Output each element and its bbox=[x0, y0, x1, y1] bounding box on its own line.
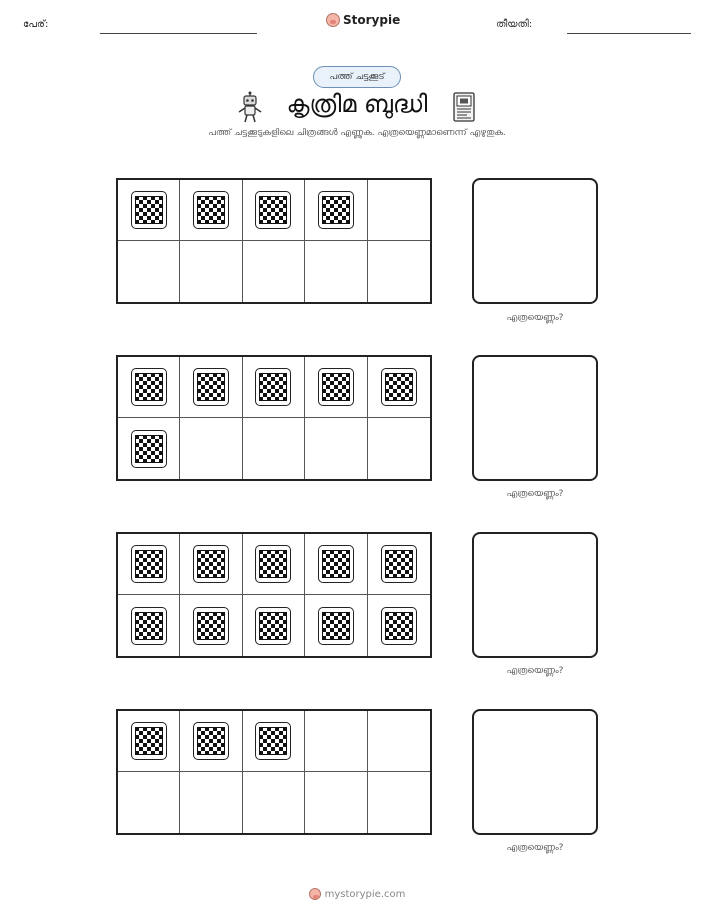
frame-cell bbox=[305, 180, 367, 241]
chip-counter bbox=[131, 722, 167, 760]
frame-cell bbox=[368, 241, 430, 302]
chip-counter bbox=[255, 545, 291, 583]
frame-cell bbox=[368, 418, 430, 479]
frame-cell bbox=[180, 595, 242, 656]
how-many-label-3: എത്രയെണ്ണം? bbox=[506, 666, 564, 676]
chip-counter bbox=[318, 545, 354, 583]
circuit-board-icon bbox=[453, 92, 475, 122]
name-label: പേര്: bbox=[23, 19, 49, 30]
answer-box-2[interactable] bbox=[472, 355, 598, 481]
frame-cell bbox=[368, 357, 430, 418]
microchip-icon bbox=[197, 727, 225, 755]
microchip-icon bbox=[197, 196, 225, 224]
how-many-label-1: എത്രയെണ്ണം? bbox=[506, 313, 564, 323]
frame-cell bbox=[305, 241, 367, 302]
microchip-icon bbox=[259, 373, 287, 401]
frame-cell bbox=[243, 711, 305, 772]
microchip-icon bbox=[385, 612, 413, 640]
frame-cell bbox=[305, 357, 367, 418]
frame-cell bbox=[243, 241, 305, 302]
frame-cell bbox=[305, 595, 367, 656]
name-line[interactable] bbox=[100, 33, 257, 34]
chip-counter bbox=[255, 368, 291, 406]
instructions: പത്ത് ചട്ടക്കൂടുകളിലെ ചിത്രങ്ങൾ എണ്ണുക. എത്രയെണ്ണമാണെന്ന് എഴുതുക. bbox=[208, 128, 506, 138]
footer-url[interactable]: mystorypie.com bbox=[324, 888, 406, 900]
frame-cell bbox=[305, 534, 367, 595]
chip-counter bbox=[381, 545, 417, 583]
frame-cell bbox=[305, 418, 367, 479]
microchip-icon bbox=[322, 550, 350, 578]
chip-counter bbox=[381, 607, 417, 645]
chip-counter bbox=[131, 607, 167, 645]
frame-cell bbox=[180, 711, 242, 772]
microchip-icon bbox=[135, 373, 163, 401]
brand-name: Storypie bbox=[343, 13, 401, 27]
frame-cell bbox=[180, 357, 242, 418]
frame-cell bbox=[118, 595, 180, 656]
chip-counter bbox=[193, 607, 229, 645]
microchip-icon bbox=[385, 550, 413, 578]
microchip-icon bbox=[322, 373, 350, 401]
microchip-icon bbox=[385, 373, 413, 401]
chip-counter bbox=[131, 430, 167, 468]
brand-logo bbox=[326, 13, 400, 27]
microchip-icon bbox=[197, 373, 225, 401]
microchip-icon bbox=[197, 550, 225, 578]
chip-counter bbox=[193, 722, 229, 760]
ten-frame-3 bbox=[116, 532, 432, 658]
robot-icon bbox=[236, 91, 264, 123]
chip-counter bbox=[318, 191, 354, 229]
microchip-icon bbox=[259, 550, 287, 578]
frame-cell bbox=[368, 180, 430, 241]
chip-counter bbox=[255, 191, 291, 229]
frame-cell bbox=[180, 241, 242, 302]
microchip-icon bbox=[259, 196, 287, 224]
page-title: കൃത്രിമ ബുദ്ധി bbox=[286, 90, 428, 118]
frame-cell bbox=[180, 534, 242, 595]
frame-cell bbox=[118, 241, 180, 302]
microchip-icon bbox=[135, 612, 163, 640]
microchip-icon bbox=[259, 612, 287, 640]
frame-cell bbox=[243, 534, 305, 595]
frame-cell bbox=[180, 180, 242, 241]
ten-frame-2 bbox=[116, 355, 432, 481]
microchip-icon bbox=[135, 435, 163, 463]
chip-counter bbox=[318, 607, 354, 645]
frame-cell bbox=[180, 418, 242, 479]
chip-counter bbox=[255, 607, 291, 645]
frame-cell bbox=[305, 772, 367, 833]
frame-cell bbox=[180, 772, 242, 833]
frame-cell bbox=[118, 418, 180, 479]
frame-cell bbox=[243, 180, 305, 241]
microchip-icon bbox=[197, 612, 225, 640]
frame-cell bbox=[243, 595, 305, 656]
microchip-icon bbox=[322, 196, 350, 224]
topic-pill bbox=[313, 66, 401, 88]
how-many-label-2: എത്രയെണ്ണം? bbox=[506, 489, 564, 499]
microchip-icon bbox=[135, 550, 163, 578]
frame-cell bbox=[118, 534, 180, 595]
footer bbox=[0, 888, 714, 900]
answer-box-4[interactable] bbox=[472, 709, 598, 835]
frame-cell bbox=[243, 772, 305, 833]
frame-cell bbox=[243, 357, 305, 418]
microchip-icon bbox=[135, 196, 163, 224]
chip-counter bbox=[318, 368, 354, 406]
pig-mascot-icon bbox=[309, 888, 321, 900]
answer-box-1[interactable] bbox=[472, 178, 598, 304]
frame-cell bbox=[118, 180, 180, 241]
ten-frame-4 bbox=[116, 709, 432, 835]
frame-cell bbox=[118, 711, 180, 772]
frame-cell bbox=[305, 711, 367, 772]
frame-cell bbox=[368, 534, 430, 595]
frame-cell bbox=[368, 595, 430, 656]
date-label: തീയതി: bbox=[496, 19, 533, 30]
topic-pill-label: പത്ത് ചട്ടക്കൂട് bbox=[329, 72, 385, 82]
ten-frame-1 bbox=[116, 178, 432, 304]
microchip-icon bbox=[135, 727, 163, 755]
microchip-icon bbox=[259, 727, 287, 755]
how-many-label-4: എത്രയെണ്ണം? bbox=[506, 843, 564, 853]
answer-box-3[interactable] bbox=[472, 532, 598, 658]
frame-cell bbox=[368, 711, 430, 772]
chip-counter bbox=[131, 545, 167, 583]
frame-cell bbox=[118, 357, 180, 418]
chip-counter bbox=[131, 368, 167, 406]
frame-cell bbox=[368, 772, 430, 833]
chip-counter bbox=[255, 722, 291, 760]
microchip-icon bbox=[322, 612, 350, 640]
chip-counter bbox=[193, 368, 229, 406]
frame-cell bbox=[243, 418, 305, 479]
chip-counter bbox=[131, 191, 167, 229]
date-line[interactable] bbox=[567, 33, 691, 34]
chip-counter bbox=[381, 368, 417, 406]
frame-cell bbox=[118, 772, 180, 833]
chip-counter bbox=[193, 545, 229, 583]
pig-mascot-icon bbox=[326, 13, 340, 27]
chip-counter bbox=[193, 191, 229, 229]
